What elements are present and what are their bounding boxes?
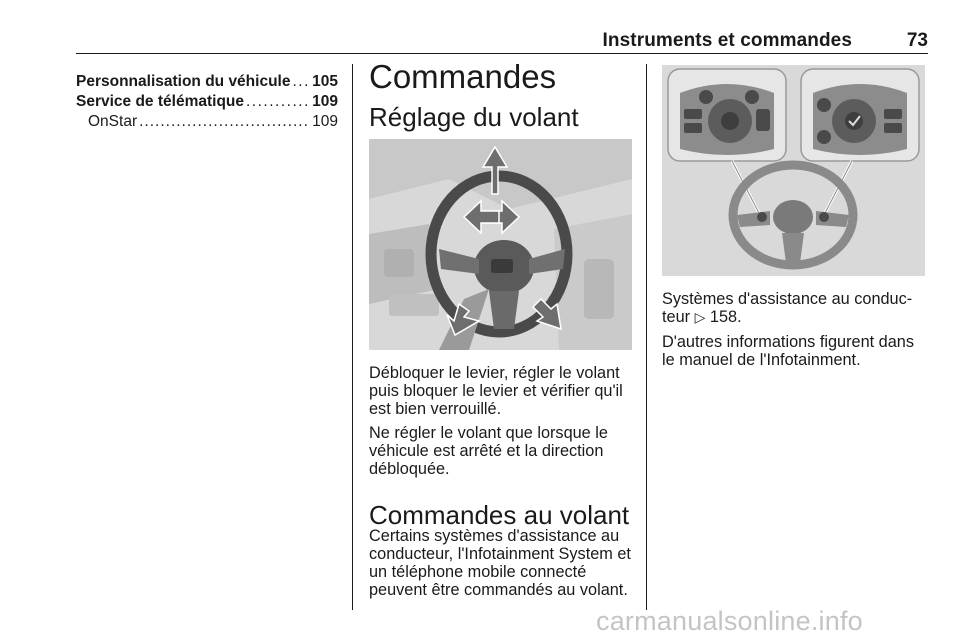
- column-divider-right: [646, 64, 647, 610]
- paragraph-driver-assistance: [662, 290, 926, 327]
- toc-entry-page: 109: [312, 93, 338, 110]
- section-heading: Commandes: [369, 58, 557, 95]
- steering-adjust-illustration: [369, 139, 632, 350]
- toc-entry-page: 109: [312, 113, 338, 130]
- toc-entry-label: OnStar: [88, 113, 138, 130]
- subsection-title-steering-adjust: Réglage du volant: [369, 102, 579, 132]
- toc-entry-label: Personnalisation du véhicule: [76, 73, 291, 90]
- toc-leader-dots: [139, 112, 310, 132]
- toc-leader-dots: [292, 72, 310, 92]
- reference-arrow-icon: ▷: [694, 310, 706, 326]
- paragraph-infotainment-manual: D'autres informations figurent dans le manuel de l'Infotainment.: [662, 333, 914, 369]
- running-header-title: Instruments et commandes: [602, 30, 852, 51]
- toc-entry-page: 105: [312, 73, 338, 90]
- page-number: 73: [906, 30, 928, 51]
- subsection-title-wheel-controls: Commandes au volant: [369, 500, 630, 530]
- driver-assistance-text: Systèmes d'assistance au conduc-teur: [662, 290, 913, 326]
- paragraph-adjust-when-stopped: Ne régler le volant que lorsque le véhicule est arrêté et la direction débloquée.: [369, 424, 608, 478]
- toc-entry-personnalisation[interactable]: [76, 72, 338, 92]
- watermark: carmanualsonline.info: [596, 606, 863, 636]
- toc-entry-telematique[interactable]: [76, 92, 338, 112]
- paragraph-wheel-controls: Certains systèmes d'assistance au conducteur, l'Infotainment System et un téléphone mobile connecté peuvent être commandés au volant.: [369, 527, 631, 599]
- driver-assistance-page-ref[interactable]: 158.: [709, 308, 742, 326]
- table-of-contents: [76, 72, 338, 132]
- toc-entry-onstar[interactable]: [76, 112, 338, 132]
- column-divider-left: [352, 64, 353, 610]
- toc-entry-label: Service de télématique: [76, 93, 244, 110]
- steering-wheel-controls-illustration: [662, 65, 925, 276]
- header-rule: [76, 53, 928, 54]
- toc-leader-dots: [246, 92, 310, 112]
- paragraph-unlock-lever: Débloquer le levier, régler le volant puis bloquer le levier et vérifier qu'il est bien verrouillé.: [369, 364, 623, 418]
